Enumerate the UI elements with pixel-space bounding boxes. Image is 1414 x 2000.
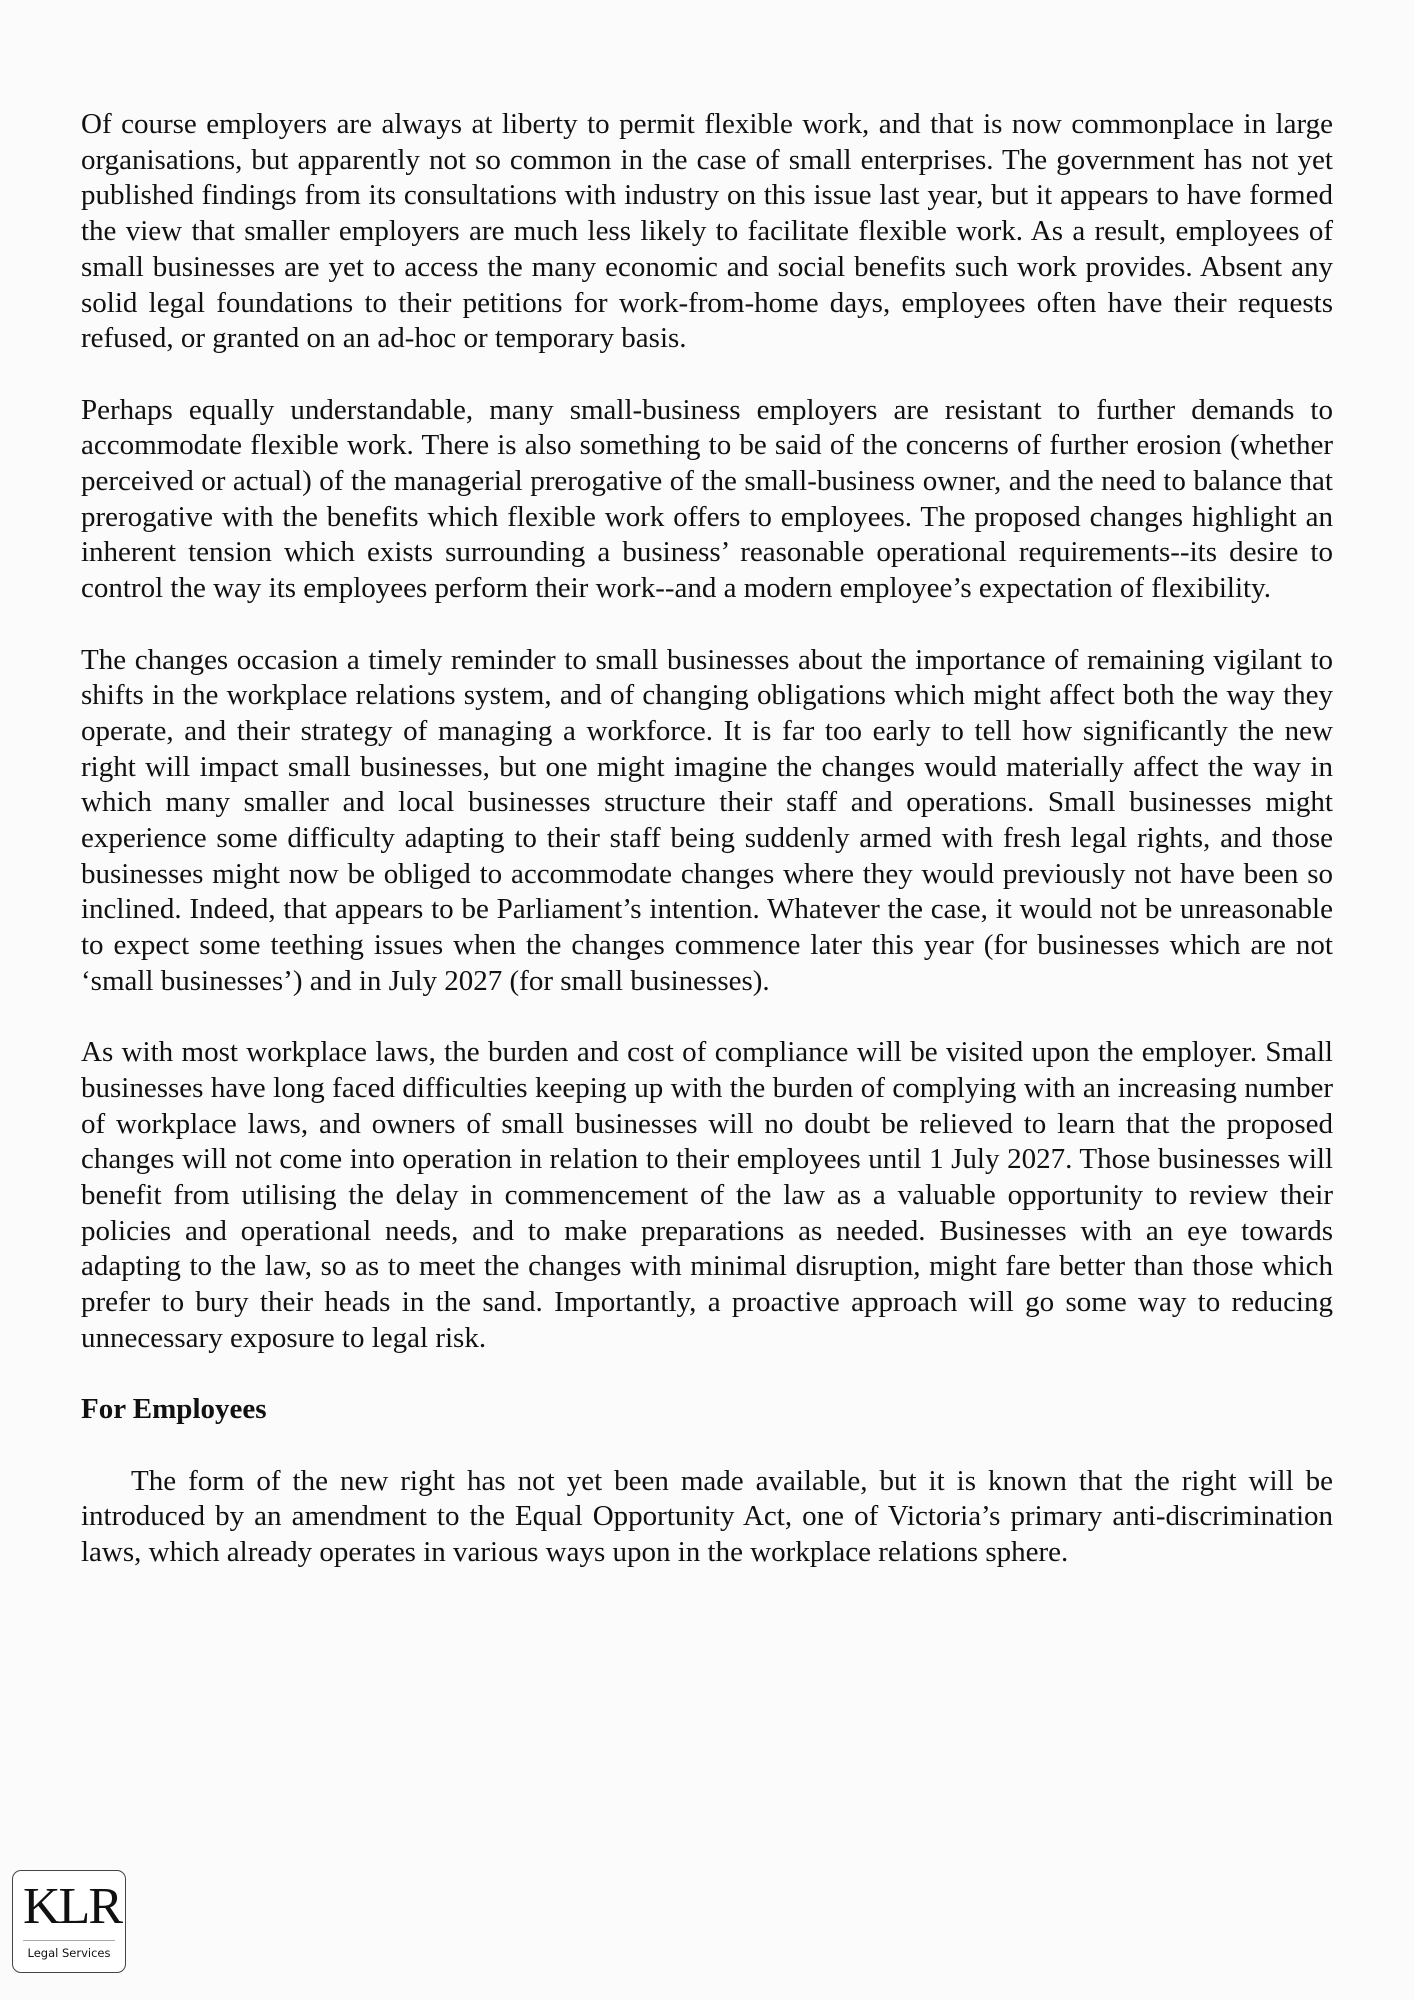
- paragraph-compliance: As with most workplace laws, the burden and cost of compliance will be visited upon the employer. Small businesses have long faced difficulties keeping up with the burden of complying with an increasing number of workplace laws, and owners of small businesses will no doubt be relieved to learn that the proposed changes will not come into operation in relation to their employees until 1 July 2027. Those businesses will benefit from utilising the delay in commencement of the law as a valuable opportunity to review their policies and operational needs, and to make preparations as needed. Businesses with an eye towards adapting to the law, so as to meet the changes with minimal disruption, might fare better than those which prefer to bury their heads in the sand. Importantly, a proactive approach will go some way to reducing unnecessary exposure to legal risk.: [81, 1036, 1333, 1354]
- klr-logo: [12, 1870, 126, 1973]
- section-heading: For Employees: [81, 1393, 267, 1426]
- paragraph-flexible-work: Of course employers are always at liberty to permit flexible work, and that is now commonplace in large organisations, but apparently not so common in the case of small enterprises. The government has not yet published findings from its consultations with industry on this issue last year, but it appears to have formed the view that smaller employers are much less likely to facilitate flexible work. As a result, employees of small businesses are yet to access the many economic and social benefits such work provides. Absent any solid legal foundations to their petitions for work-from-home days, employees often have their requests refused, or granted on an ad-hoc or temporary basis.: [81, 108, 1333, 355]
- document-body: [81, 107, 1333, 1606]
- paragraph-for-employees: The form of the new right has not yet been made available, but it is known that the right will be introduced by an amendment to the Equal Opportunity Act, one of Victoria’s primary anti-discrimination laws, which already operates in various ways upon in the workplace relations sphere.: [81, 1464, 1333, 1569]
- paragraph-employer-resistance: Perhaps equally understandable, many small-business employers are resistant to further demands to accommodate flexible work. There is also something to be said of the concerns of further erosion (whether perceived or actual) of the managerial prerogative of the small-business owner, and the need to balance that prerogative with the benefits which flexible work offers to employees. The proposed changes highlight an inherent tension which exists surrounding a business’ reasonable operational requirements--its desire to control the way its employees perform their work--and a modern employee’s expectation of flexibility.: [81, 393, 1333, 605]
- logo-mark: KLR: [23, 1878, 121, 1935]
- paragraph-timely-reminder: The changes occasion a timely reminder to small businesses about the importance of remaining vigilant to shifts in the workplace relations system, and of changing obligations which might affect both the way they operate, and their strategy of managing a workforce. It is far too early to tell how significantly the new right will impact small businesses, but one might imagine the changes would materially affect the way in which many smaller and local businesses structure their staff and operations. Small businesses might experience some difficulty adapting to their staff being suddenly armed with fresh legal rights, and those businesses might now be obliged to accommodate changes where they would previously not have been so inclined. Indeed, that appears to be Parliament’s intention. Whatever the case, it would not be unreasonable to expect some teething issues when the changes commence later this year (for businesses which are not ‘small businesses’) and in July 2027 (for small businesses).: [81, 643, 1333, 997]
- logo-divider: [23, 1940, 115, 1941]
- logo-subtitle: Legal Services: [27, 1946, 111, 1960]
